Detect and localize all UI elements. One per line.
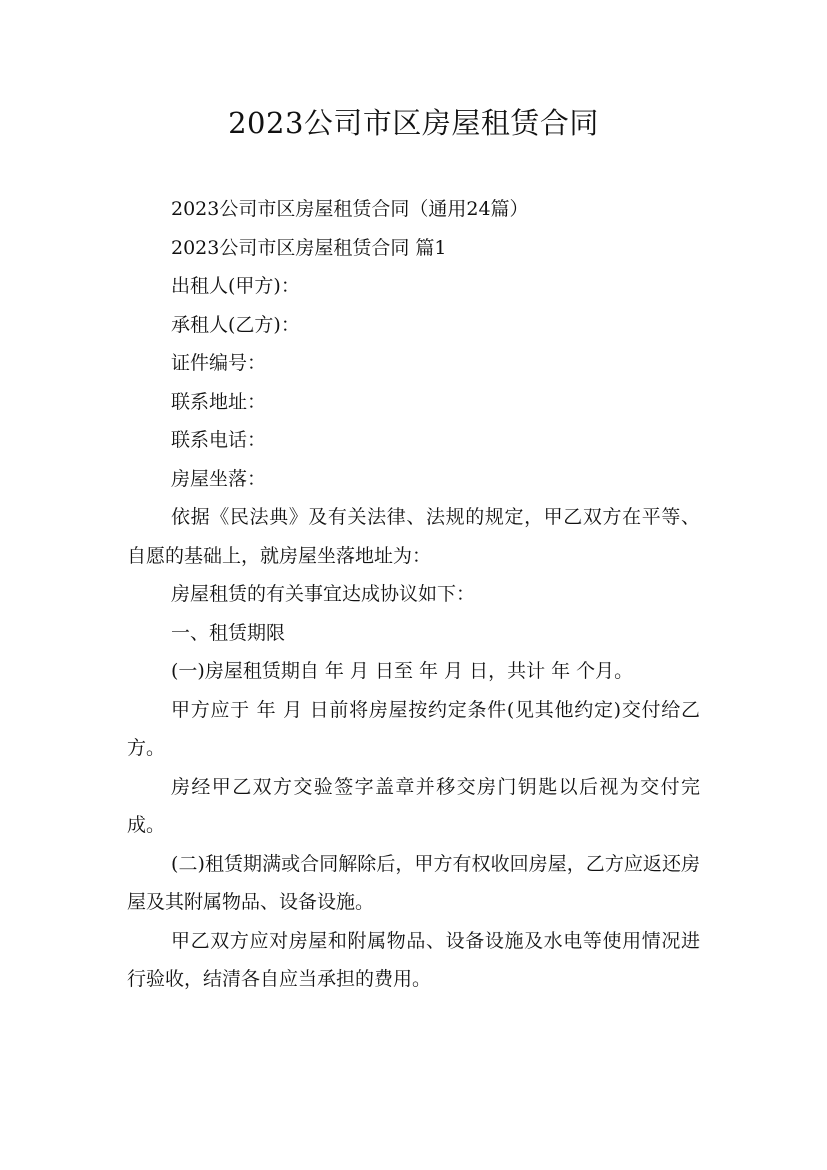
paragraph-heading: 2023公司市区房屋租赁合同（通用24篇） bbox=[171, 198, 529, 220]
paragraph-agreement-intro: 房屋租赁的有关事宜达成协议如下： bbox=[171, 583, 476, 605]
paragraph-delivery-complete: 房经甲乙双方交验签字盖章并移交房门钥匙以后视为交付完成。 bbox=[127, 775, 700, 836]
paragraph-inspection: 甲乙双方应对房屋和附属物品、设备设施及水电等使用情况进行验收，结清各自应当承担的费用。 bbox=[127, 929, 700, 990]
paragraph-section-title: 2023公司市区房屋租赁合同 篇1 bbox=[171, 236, 447, 259]
paragraph-lessor: 出租人(甲方)： bbox=[171, 275, 300, 297]
paragraph-property-location: 房屋坐落： bbox=[171, 467, 267, 490]
paragraph-section-one: 一、租赁期限 bbox=[171, 621, 286, 644]
paragraph-lessee: 承租人(乙方)： bbox=[171, 313, 300, 336]
paragraph-contact-phone: 联系电话： bbox=[171, 429, 267, 451]
document-title: 2023公司市区房屋租赁合同 bbox=[228, 106, 599, 140]
document-body bbox=[127, 190, 700, 999]
paragraph-contact-address: 联系地址： bbox=[171, 390, 267, 413]
paragraph-lease-period: (一)房屋租赁期自 年 月 日至 年 月 日，共计 年 个月。 bbox=[171, 660, 634, 682]
paragraph-legal-basis: 依据《民法典》及有关法律、法规的规定，甲乙双方在平等、自愿的基础上，就房屋坐落地址为： bbox=[127, 506, 700, 567]
paragraph-id-number: 证件编号： bbox=[171, 352, 267, 374]
paragraph-lease-expiry: (二)租赁期满或合同解除后，甲方有权收回房屋，乙方应返还房屋及其附属物品、设备设施。 bbox=[127, 852, 700, 913]
paragraph-delivery-date: 甲方应于 年 月 日前将房屋按约定条件(见其他约定)交付给乙方。 bbox=[127, 698, 700, 759]
